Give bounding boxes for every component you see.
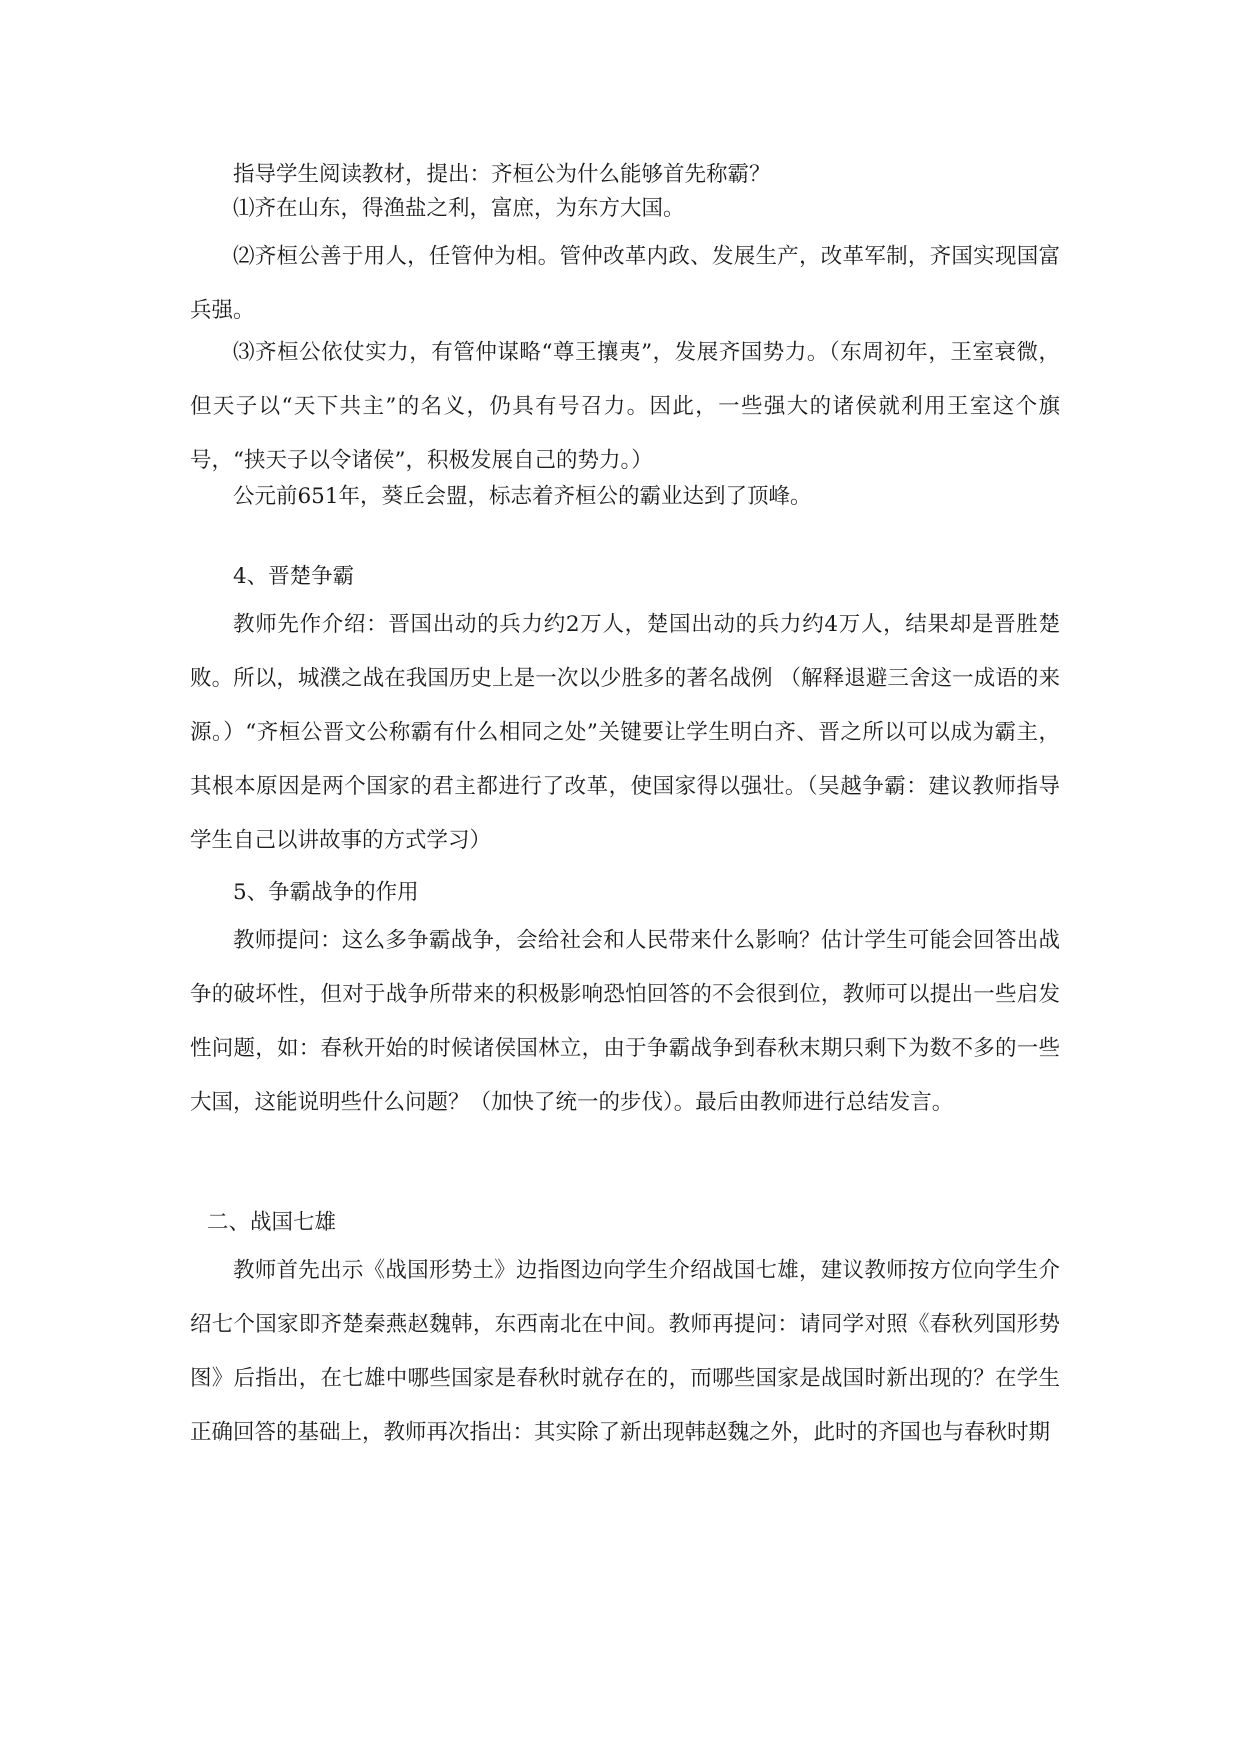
paragraph-kuiqiu-alliance: 公元前651年，葵丘会盟，标志着齐桓公的霸业达到了顶峰。 xyxy=(233,484,812,509)
paragraph-seven-states: 教师首先出示《战国形势土》边指图边向学生介绍战国七雄，建议教师按方位向学生介绍七个国家即齐楚秦燕赵魏韩，东西南北在中间。教师再提问：请同学对照《春秋列国形势图》后指出，在七雄中哪些国家是春秋时就存在的，而哪些国家是战国时新出现的？在学生正确回答的基础上，教师再次指出：其实除了新出现韩赵魏之外，此时的齐国也与春秋时期 xyxy=(190,1258,1060,1445)
paragraph-jin-chu: 教师先作介绍：晋国出动的兵力约2万人，楚国出动的兵力约4万人，结果却是晋胜楚败。所以，城濮之战在我国历史上是一次以少胜多的著名战例 （解释退避三舍这一成语的来源。）“齐桓公晋文公称霸有什么相同之处”关键要让学生明白齐、晋之所以可以成为霸主，其根本原因是两个国家的君主都进行了改革，使国家得以强壮。（吴越争霸：建议教师指导学生自己以讲故事的方式学习） xyxy=(190,612,1060,853)
paragraph-point-1: ⑴齐在山东，得渔盐之利，富庶，为东方大国。 xyxy=(233,196,685,221)
section-heading-5: 5、争霸战争的作用 xyxy=(233,880,419,905)
section-heading-warring-states: 二、战国七雄 xyxy=(207,1210,337,1235)
paragraph-war-effects: 教师提问：这么多争霸战争，会给社会和人民带来什么影响？估计学生可能会回答出战争的破坏性，但对于战争所带来的积极影响恐怕回答的不会很到位，教师可以提出一些启发性问题，如：春秋开始的时候诸侯国林立，由于争霸战争到春秋末期只剩下为数不多的一些大国，这能说明些什么问题？（加快了统一的步伐）。最后由教师进行总结发言。 xyxy=(190,928,1060,1115)
section-heading-4: 4、晋楚争霸 xyxy=(233,564,355,589)
paragraph-point-2: ⑵齐桓公善于用人，任管仲为相。管仲改革内政、发展生产，改革军制，齐国实现国富兵强。 xyxy=(190,244,1060,323)
paragraph-point-3: ⑶齐桓公依仗实力，有管仲谋略“尊王攘夷”，发展齐国势力。（东周初年，王室衰微，但天子以“天下共主”的名义，仍具有号召力。因此，一些强大的诸侯就利用王室这个旗号，“挟天子以令诸侯”，积极发展自己的势力。） xyxy=(190,340,1060,473)
paragraph-intro-question: 指导学生阅读教材，提出：齐桓公为什么能够首先称霸？ xyxy=(233,162,771,187)
